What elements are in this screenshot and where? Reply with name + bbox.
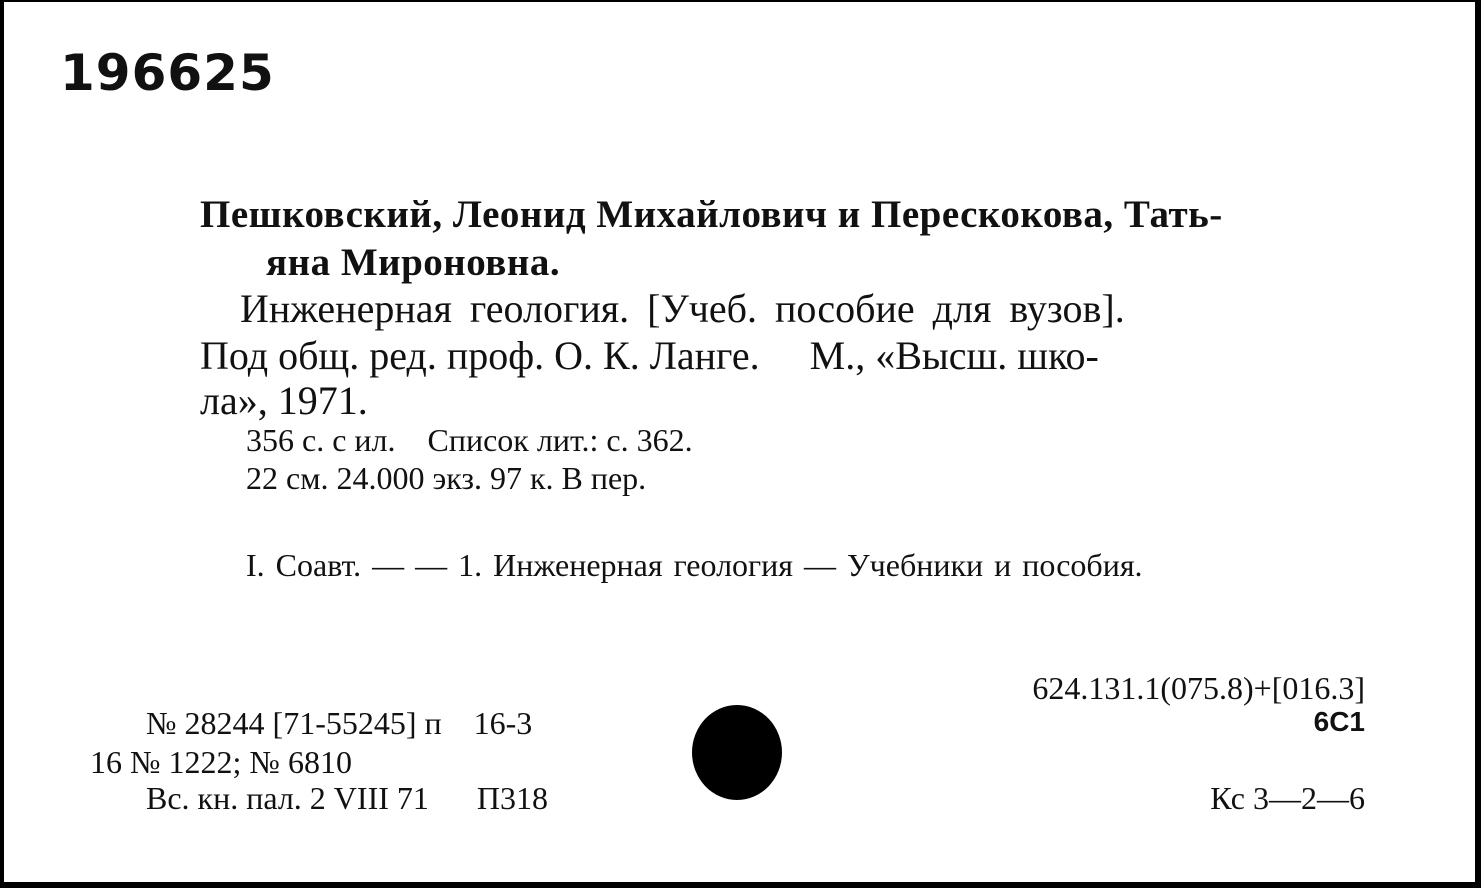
inventory-number: 196625 (60, 44, 275, 102)
imprint-line-1: № 28244 [71-55245] п 16-3 (146, 705, 533, 741)
author-heading-line-2: яна Мироновна. (266, 241, 561, 284)
punch-hole (692, 705, 782, 800)
imprint-line-2: 16 № 1222; № 6810 (90, 744, 352, 780)
subject-headings: I. Соавт. — — 1. Инженерная геология — Учебники и пособия. (246, 547, 1143, 583)
title-line-2: Под общ. ред. проф. О. К. Ланге. М., «Высш. шко- (200, 333, 1099, 378)
udc-index: 624.131.1(075.8)+[016.3] (1032, 670, 1365, 706)
catalog-card (4, 2, 1475, 882)
imprint-line-3: Вс. кн. пал. 2 VIII 71 П318 (146, 780, 548, 816)
physical-description-line-2: 22 см. 24.000 экз. 97 к. В пер. (246, 460, 647, 496)
title-line-1: Инженерная геология. [Учеб. пособие для вузов]. (240, 286, 1125, 331)
physical-description-line-1: 356 с. с ил. Список лит.: с. 362. (246, 422, 693, 458)
classification-code: 6С1 (1313, 706, 1365, 737)
title-line-3: ла», 1971. (200, 378, 368, 423)
ks-code: Кс 3—2—6 (1210, 780, 1365, 816)
author-heading-line-1: Пешковский, Леонид Михайлович и Перескокова, Тать- (200, 193, 1223, 236)
